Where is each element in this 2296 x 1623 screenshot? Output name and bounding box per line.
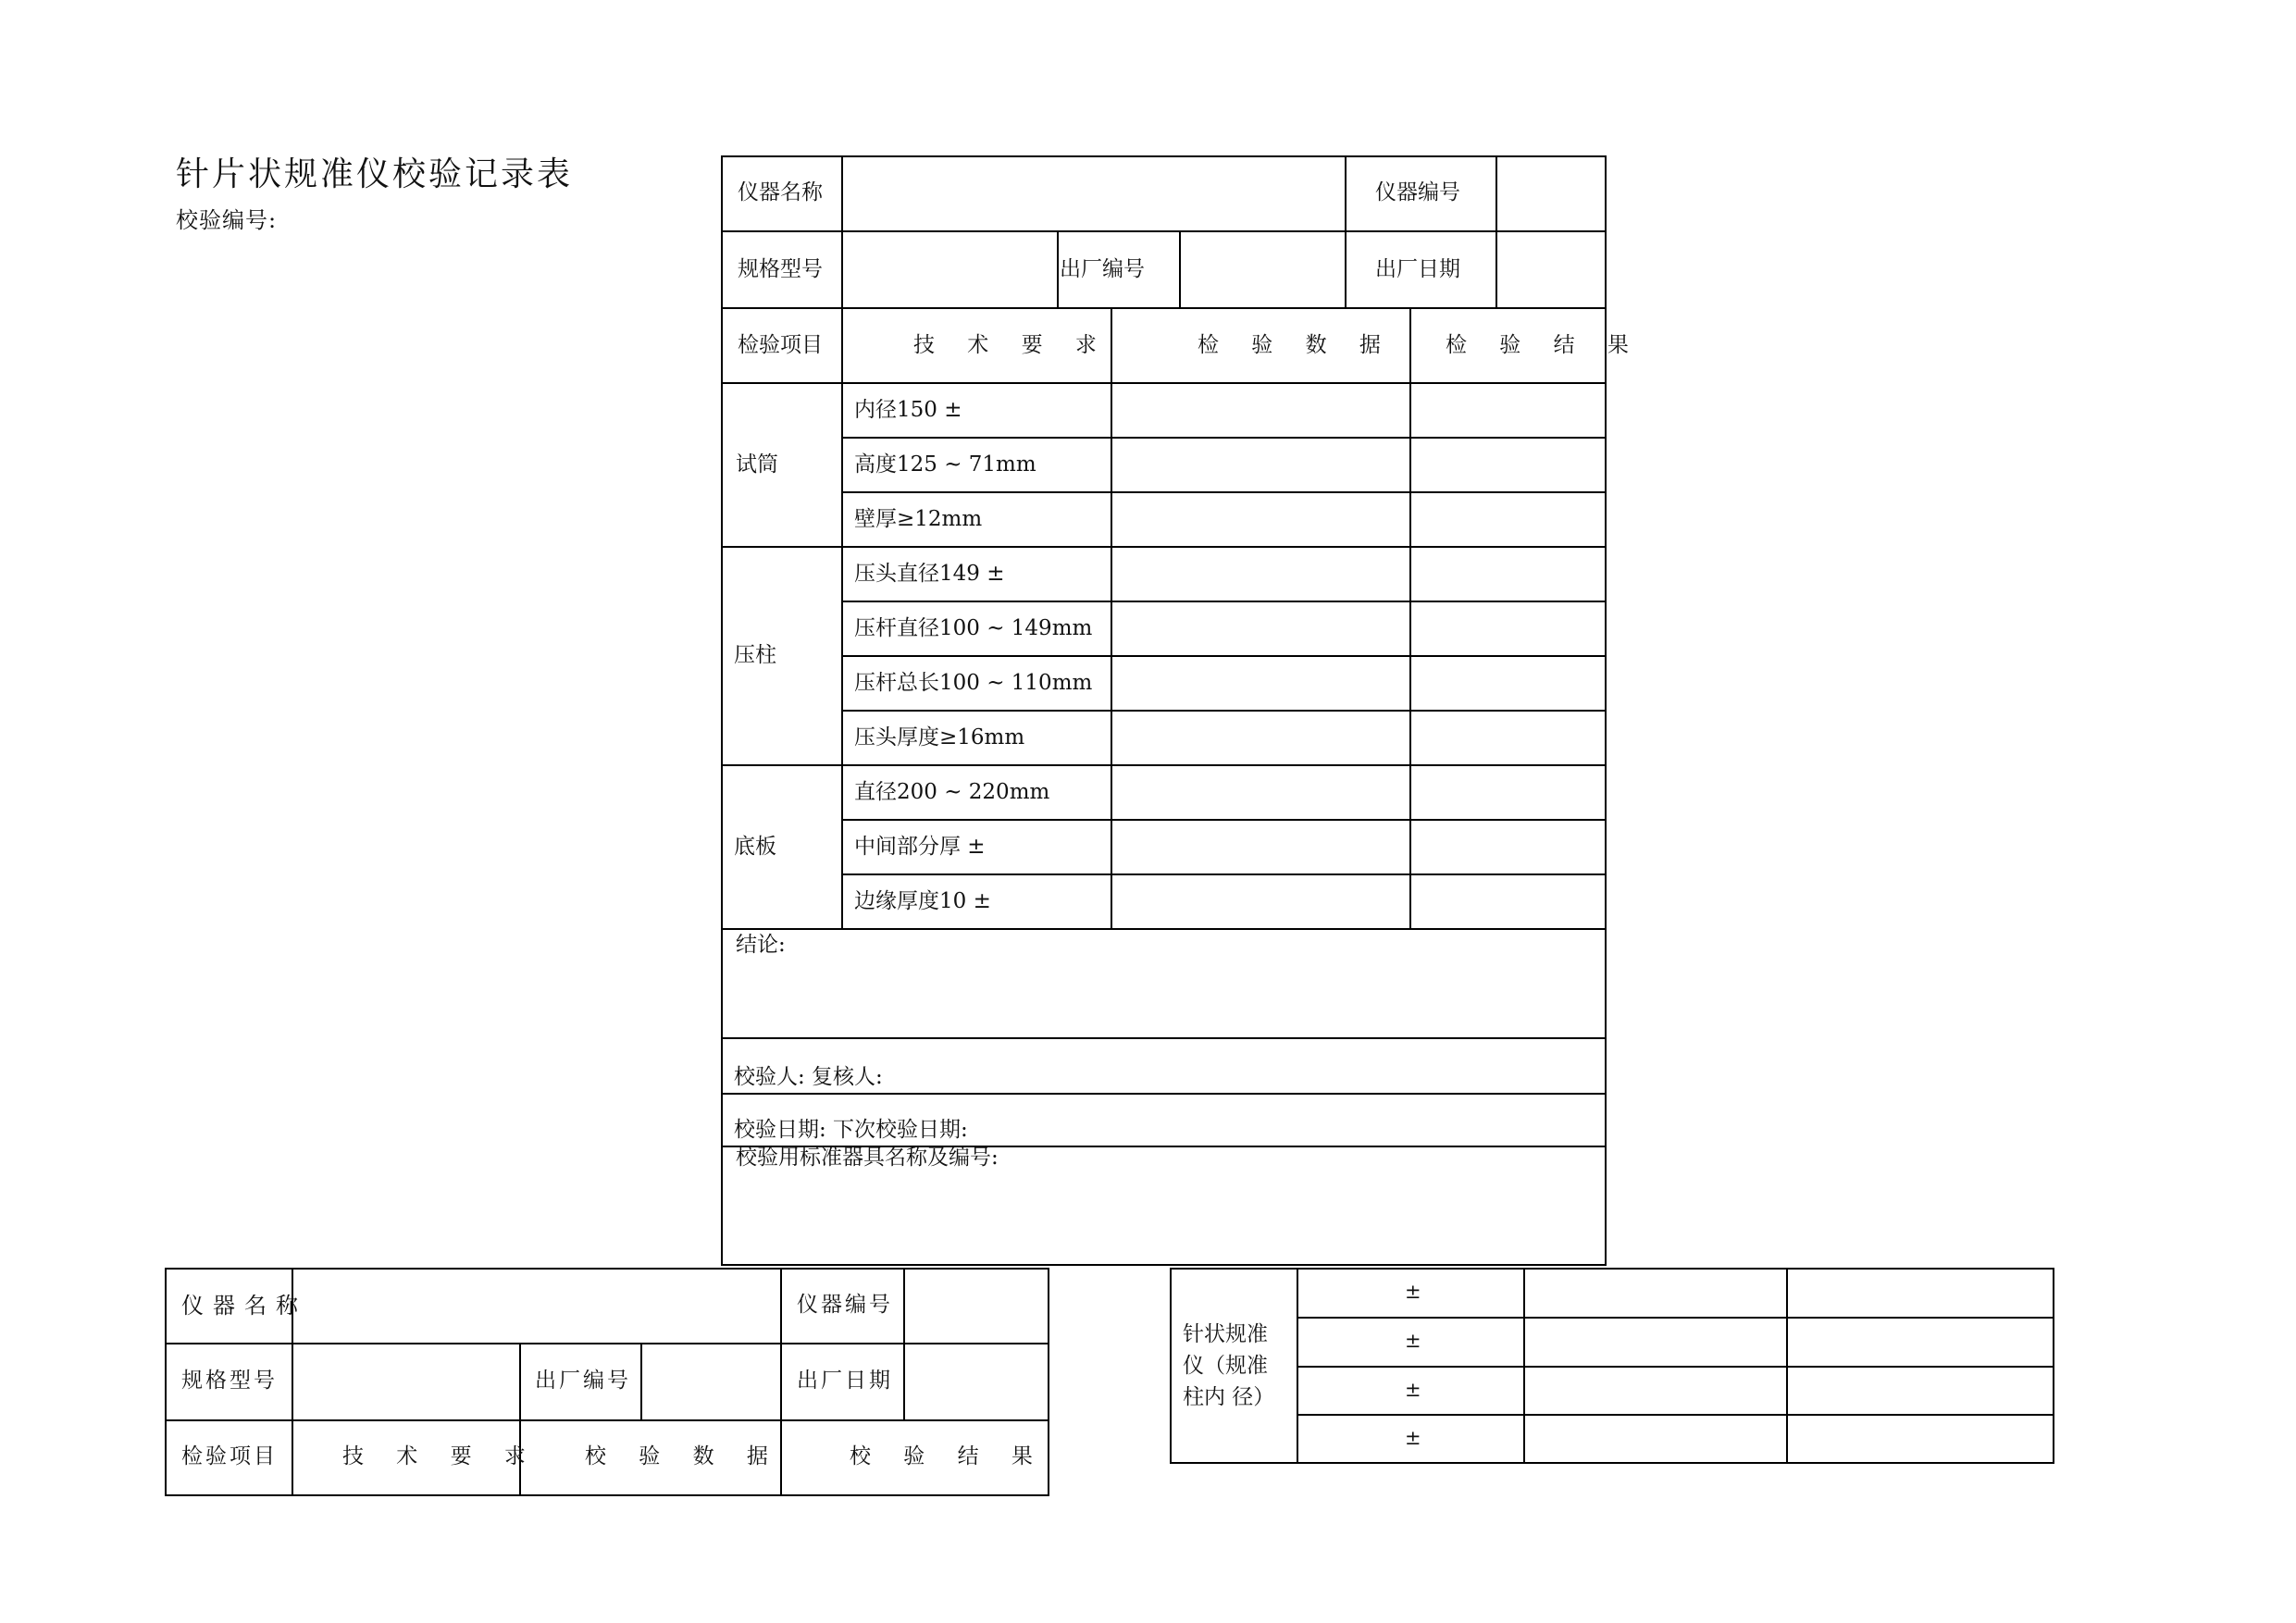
divider (841, 655, 1607, 657)
divider (1345, 230, 1347, 307)
requirement-cell: 边缘厚度10 ± (854, 889, 991, 913)
divider (1057, 230, 1059, 307)
divider (841, 819, 1607, 821)
divider (721, 382, 1607, 384)
requirement-cell: 压头厚度≥16mm (854, 725, 1025, 750)
divider (165, 1419, 1049, 1421)
requirement-cell: 中间部分厚 ± (854, 835, 986, 859)
standard-equipment-label: 校验用标准器具名称及编号: (736, 1146, 999, 1170)
column-header-item: 检验项目 (738, 333, 823, 357)
divider (1496, 155, 1497, 307)
calibration-number-label: 校验编号: (176, 207, 278, 233)
group-label-line: 柱内 径） (1183, 1385, 1275, 1409)
divider (1297, 1366, 2054, 1368)
divider (841, 710, 1607, 712)
requirement-cell: 高度125 ~ 71mm (854, 452, 1036, 477)
factory-date-label: 出厂日期 (797, 1369, 893, 1393)
divider (1409, 307, 1411, 928)
requirement-cell: ± (1405, 1427, 1421, 1449)
requirement-cell: 压杆直径100 ~ 149mm (854, 616, 1093, 640)
column-header-result: 校 验 结 果 (850, 1444, 1046, 1468)
requirement-cell: ± (1405, 1281, 1421, 1303)
divider (721, 1093, 1607, 1095)
divider (841, 491, 1607, 493)
requirement-cell: 压头直径149 ± (854, 562, 1005, 586)
divider (841, 155, 843, 928)
divider (165, 1343, 1049, 1344)
requirement-cell: ± (1405, 1379, 1421, 1401)
group-label-line: 仪（规准 (1183, 1354, 1268, 1378)
divider (519, 1343, 521, 1496)
divider (640, 1343, 642, 1419)
instrument-number-label: 仪器编号 (1375, 180, 1460, 204)
conclusion-label: 结论: (736, 933, 786, 957)
column-header-requirement: 技 术 要 求 (913, 333, 1110, 357)
requirement-cell: 壁厚≥12mm (854, 507, 983, 531)
divider (721, 307, 1607, 309)
column-header-data: 校 验 数 据 (585, 1444, 781, 1468)
group-label-base-plate: 底板 (734, 835, 776, 859)
divider (1297, 1268, 1298, 1464)
requirement-cell: 直径200 ~ 220mm (854, 780, 1050, 804)
column-header-result: 检 验 结 果 (1446, 333, 1642, 357)
group-label-press-column: 压柱 (734, 643, 776, 667)
divider (721, 230, 1607, 232)
inspector-line: 校验人: 复核人: (734, 1065, 883, 1089)
divider (1523, 1268, 1525, 1464)
divider (721, 546, 1607, 548)
column-header-requirement: 技 术 要 求 (342, 1444, 539, 1468)
divider (1297, 1317, 2054, 1319)
column-header-data: 检 验 数 据 (1198, 333, 1394, 357)
requirement-cell: 内径150 ± (854, 398, 962, 422)
divider (1297, 1414, 2054, 1416)
divider (841, 601, 1607, 602)
model-label: 规格型号 (181, 1369, 278, 1393)
divider (1345, 155, 1347, 231)
group-label-test-cylinder: 试筒 (736, 452, 778, 477)
instrument-number-label: 仪器编号 (797, 1293, 893, 1317)
instrument-name-label: 仪器名称 (738, 180, 823, 204)
requirement-cell: ± (1405, 1330, 1421, 1352)
divider (841, 437, 1607, 439)
group-label-line: 针状规准 (1183, 1322, 1268, 1346)
factory-number-label: 出厂编号 (1060, 257, 1145, 281)
factory-number-label: 出厂编号 (535, 1369, 631, 1393)
divider (721, 764, 1607, 766)
divider (1111, 307, 1112, 928)
factory-date-label: 出厂日期 (1375, 257, 1460, 281)
divider (1786, 1268, 1788, 1464)
divider (841, 873, 1607, 875)
divider (1179, 230, 1181, 307)
divider (903, 1268, 905, 1419)
calibration-date-line: 校验日期: 下次校验日期: (734, 1118, 968, 1142)
page-title: 针片状规准仪校验记录表 (176, 155, 574, 193)
divider (721, 928, 1607, 930)
instrument-name-label: 仪器名称 (181, 1293, 307, 1319)
column-header-item: 检验项目 (181, 1444, 278, 1468)
divider (721, 1037, 1607, 1039)
requirement-cell: 压杆总长100 ~ 110mm (854, 671, 1093, 695)
model-label: 规格型号 (738, 257, 823, 281)
